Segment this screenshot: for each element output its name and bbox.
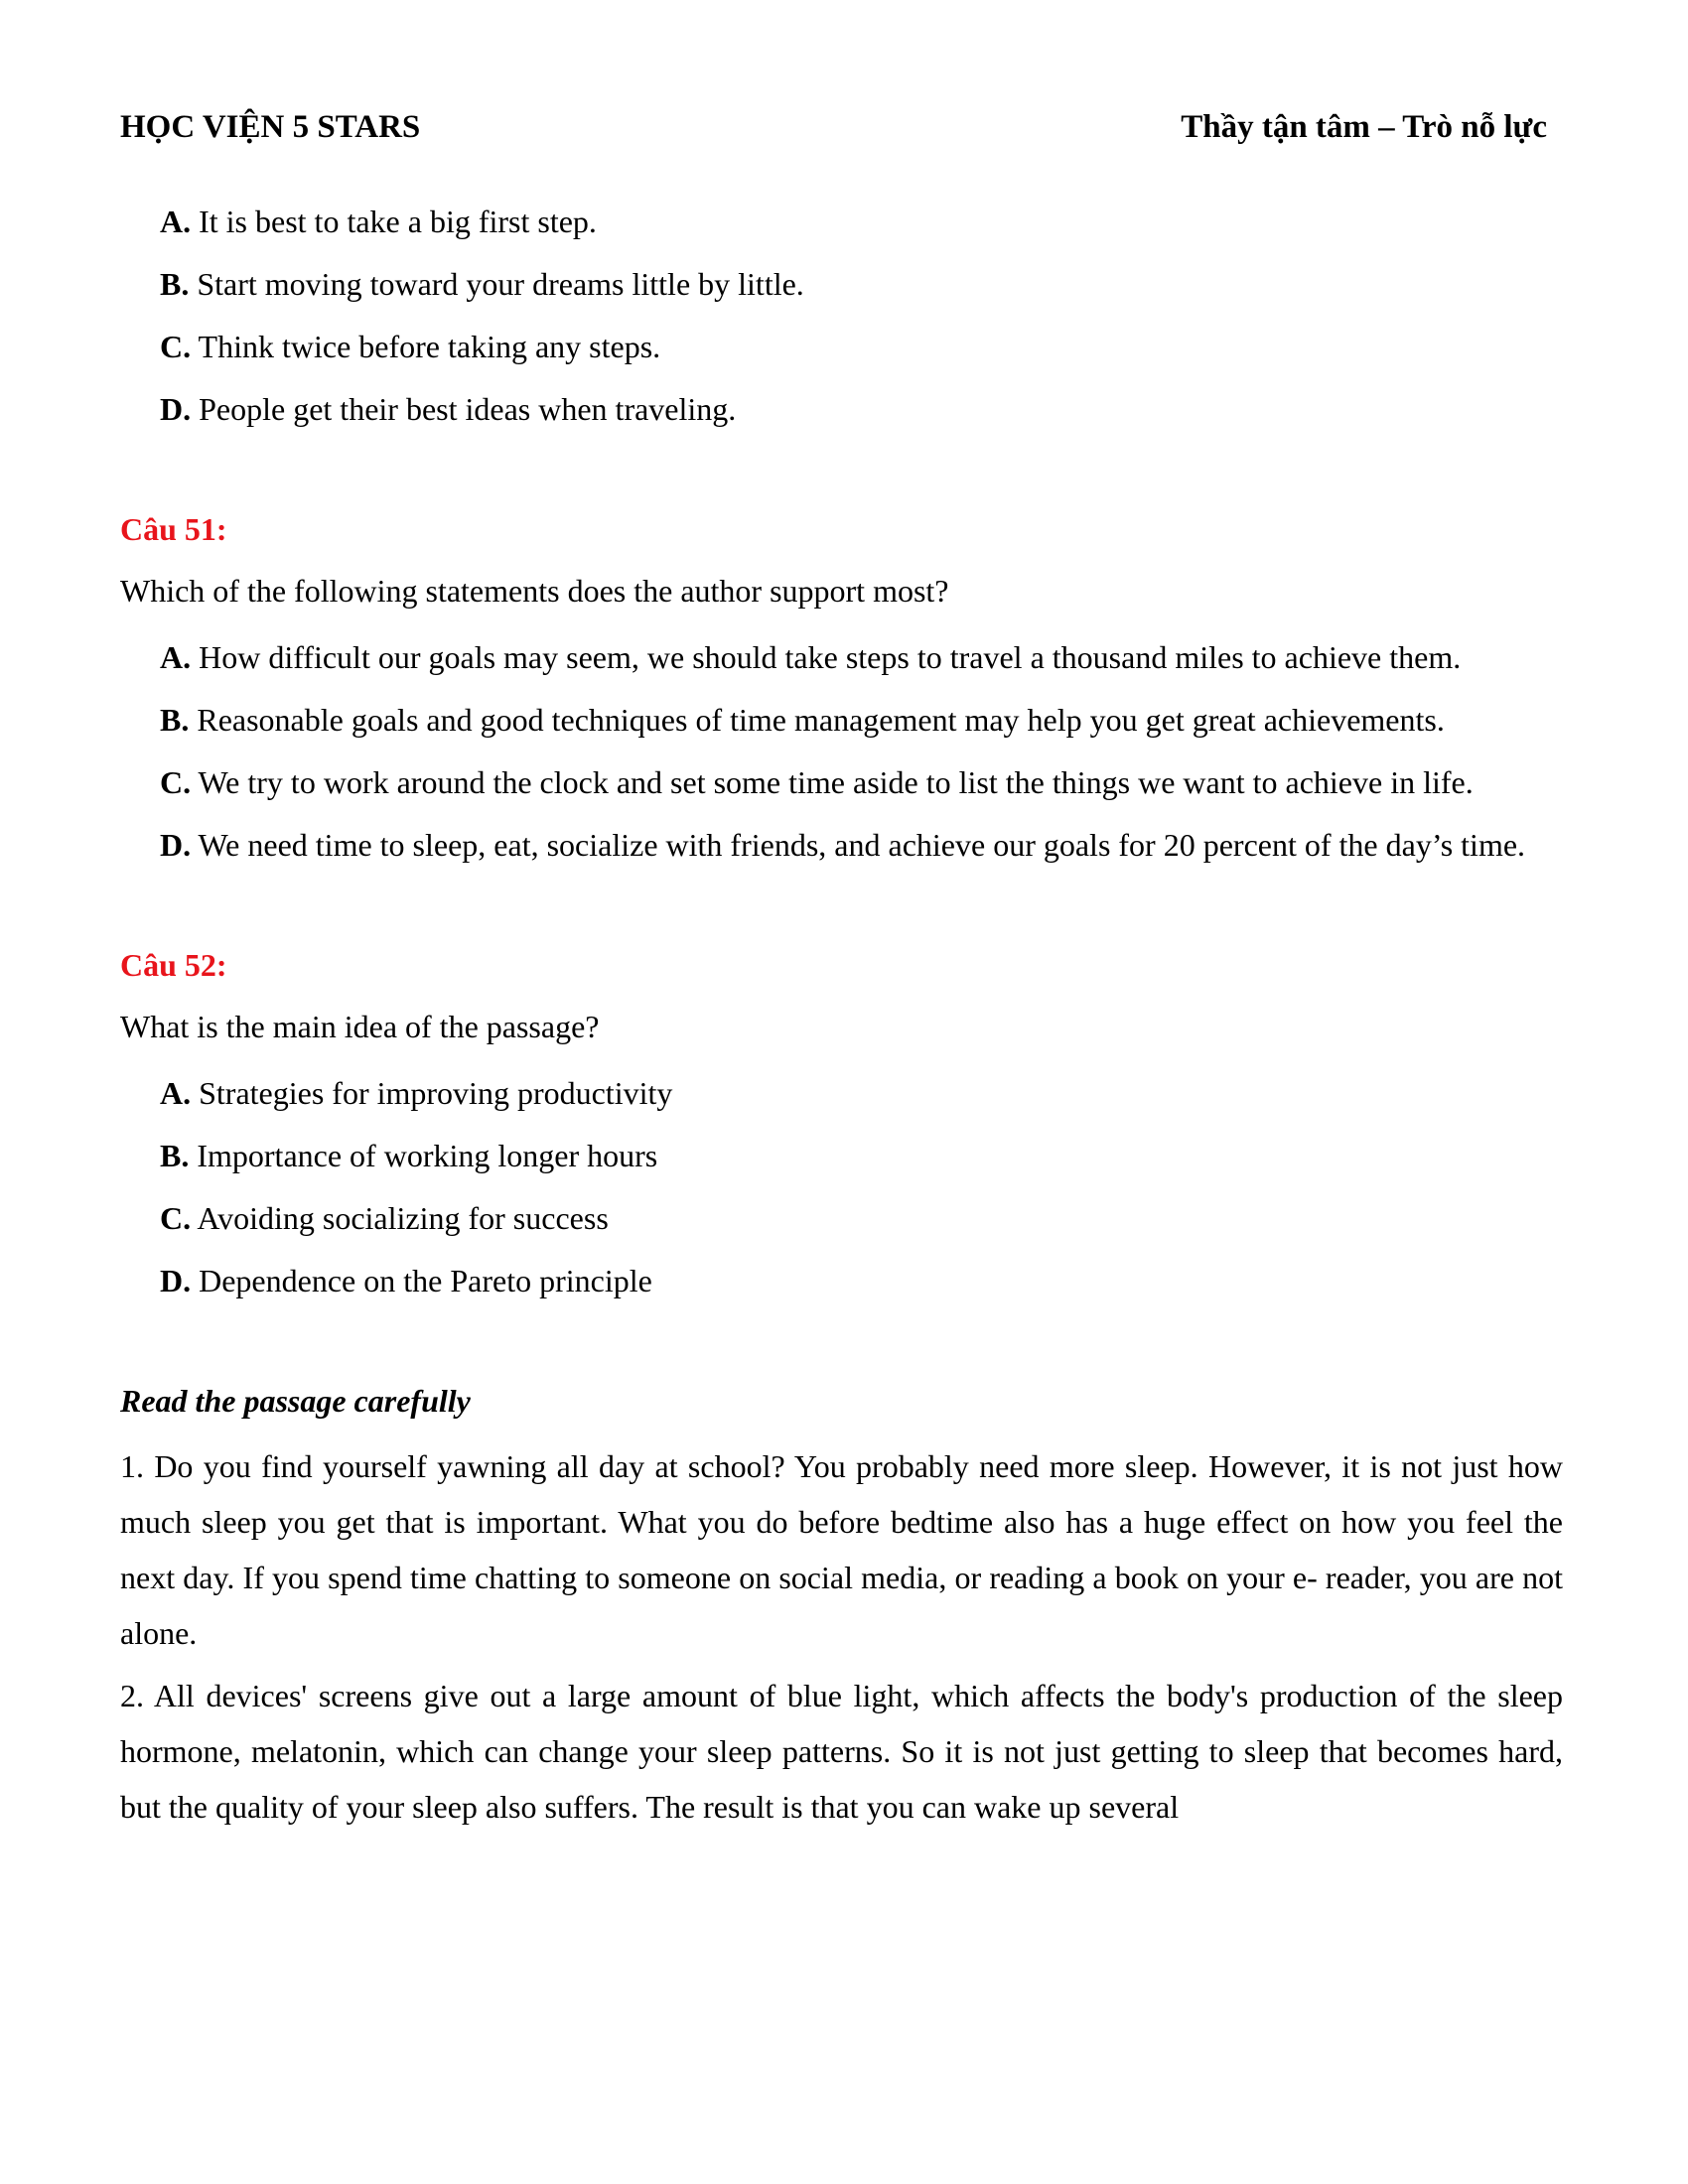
- option-text: Think twice before taking any steps.: [191, 329, 661, 364]
- option-text: Strategies for improving productivity: [191, 1075, 673, 1111]
- spacer: [120, 880, 1563, 942]
- spacer: [120, 444, 1563, 506]
- option-letter: B.: [160, 266, 190, 302]
- passage-paragraph-2: 2. All devices' screens give out a large amount of blue light, which affects the body's production of the sleep hormone, melatonin, which can change your sleep patterns. So it is not just getting to sleep that becomes hard, but the quality of your sleep also suffers. The result is that you can wake up several: [120, 1678, 1563, 1825]
- option-b: [160, 1128, 1563, 1183]
- question-text: What is the main idea of the passage?: [120, 1009, 600, 1044]
- reading-passage: [120, 1378, 1563, 1835]
- option-letter: C.: [160, 1200, 192, 1236]
- question-text: Which of the following statements does the author support most?: [120, 573, 949, 609]
- option-letter: C.: [160, 764, 192, 800]
- option-text: How difficult our goals may seem, we should take steps to travel a thousand miles to achieve them.: [191, 639, 1462, 675]
- option-text: Dependence on the Pareto principle: [191, 1263, 652, 1298]
- question-51: [120, 506, 1563, 873]
- option-b: [160, 692, 1563, 748]
- option-text: Avoiding socializing for success: [191, 1200, 609, 1236]
- option-text: We need time to sleep, eat, socialize with friends, and achieve our goals for 20 percent of the day’s time.: [191, 827, 1526, 863]
- page-header: [120, 104, 1563, 150]
- option-text: Importance of working longer hours: [189, 1138, 658, 1173]
- question-52: [120, 942, 1563, 1308]
- option-letter: A.: [160, 204, 192, 239]
- header-right: Thầy tận tâm – Trò nỗ lực: [1181, 109, 1547, 145]
- option-letter: D.: [160, 1263, 192, 1298]
- option-a: [160, 1065, 1563, 1121]
- option-text: It is best to take a big first step.: [191, 204, 597, 239]
- option-letter: B.: [160, 702, 190, 738]
- option-d: [160, 381, 1563, 437]
- option-text: Start moving toward your dreams little by little.: [189, 266, 804, 302]
- option-letter: D.: [160, 391, 192, 427]
- question-label: Câu 52:: [120, 947, 227, 983]
- option-text: We try to work around the clock and set some time aside to list the things we want to achieve in life.: [191, 764, 1474, 800]
- question-options: [120, 1065, 1563, 1308]
- passage-title: Read the passage carefully: [120, 1383, 471, 1419]
- option-c: [160, 754, 1563, 810]
- option-c: [160, 1190, 1563, 1246]
- question-options: [120, 629, 1563, 873]
- option-letter: C.: [160, 329, 192, 364]
- option-d: [160, 817, 1563, 873]
- option-text: Reasonable goals and good techniques of time management may help you get great achievements.: [189, 702, 1445, 738]
- page-content: [120, 104, 1563, 1842]
- option-a: [160, 194, 1563, 249]
- option-c: [160, 319, 1563, 374]
- option-d: [160, 1253, 1563, 1308]
- passage-paragraph-1: 1. Do you find yourself yawning all day at school? You probably need more sleep. However, it is not just how much sleep you get that is important. What you do before bedtime also has a huge effect on how you feel the next day. If you spend time chatting to someone on social media, or reading a book on your e- reader, you are not alone.: [120, 1448, 1563, 1651]
- option-letter: A.: [160, 639, 192, 675]
- option-text: People get their best ideas when traveling.: [191, 391, 737, 427]
- option-b: [160, 256, 1563, 312]
- carryover-options: [120, 194, 1563, 437]
- option-letter: D.: [160, 827, 192, 863]
- option-letter: A.: [160, 1075, 192, 1111]
- question-label: Câu 51:: [120, 511, 227, 547]
- option-a: [160, 629, 1563, 685]
- header-left: HỌC VIỆN 5 STARS: [120, 109, 421, 145]
- spacer: [120, 1315, 1563, 1378]
- option-letter: B.: [160, 1138, 190, 1173]
